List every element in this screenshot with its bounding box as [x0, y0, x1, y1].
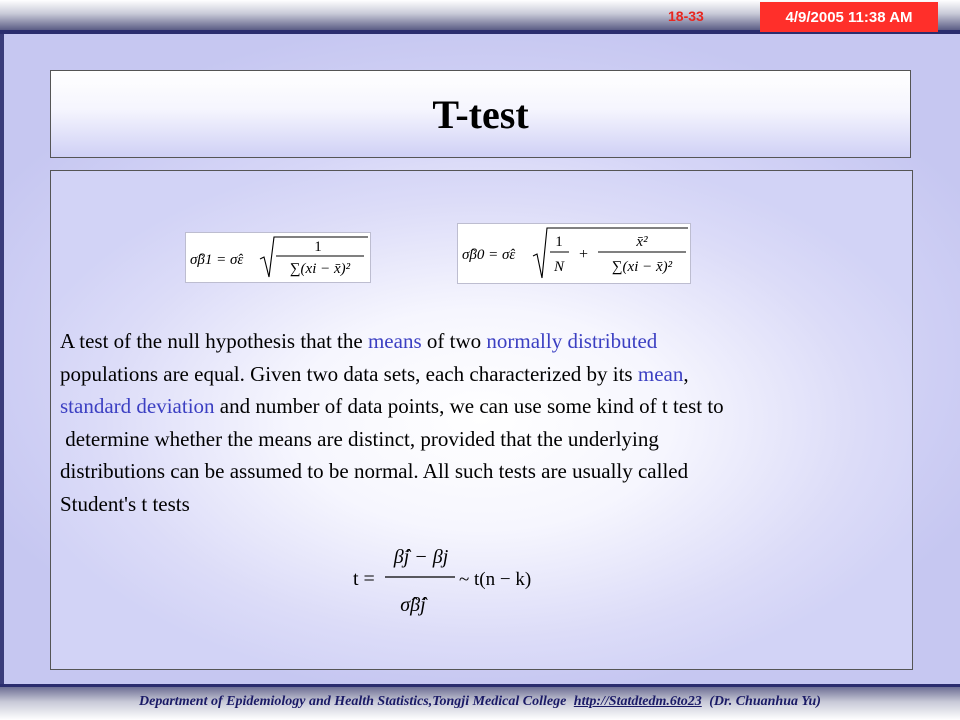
keyword-means: means	[367, 329, 422, 353]
body-paragraph	[60, 325, 910, 520]
formula-se-beta0-lhs: σ̂β0 = σ̂ε	[462, 247, 516, 263]
formula-se-beta0-term1-numerator: 1	[555, 234, 563, 250]
formula-t-numerator: β̂j − βj	[393, 546, 449, 568]
formula-se-beta1-numerator: 1	[314, 239, 322, 255]
keyword-mean: mean	[637, 361, 684, 386]
formula-se-beta0-graphic	[458, 224, 690, 283]
formula-se-beta0-plus: +	[579, 246, 589, 263]
footer	[0, 694, 960, 710]
content-box	[50, 170, 913, 670]
para-line-5: distributions can be assumed to be normal. All such tests are usually called	[60, 459, 689, 483]
para-line-3	[60, 394, 724, 418]
bottom-divider	[0, 684, 960, 687]
para-line-4: determine whether the means are distinct, provided that the underlying	[60, 426, 659, 451]
formula-se-beta1-graphic	[186, 233, 370, 282]
keyword-normally-distributed: normally distributed	[486, 329, 658, 353]
para-text: populations are equal. Given two data sets, each characterized by its	[60, 361, 638, 386]
formula-se-beta1-lhs: σ̂β1 = σ̂ε	[190, 252, 244, 268]
footer-author: (Dr. Chuanhua Yu)	[709, 694, 821, 709]
slide-number: 18-33	[668, 8, 704, 24]
formula-se-beta0-term1-denominator: N	[553, 259, 565, 275]
para-text: ,	[683, 361, 689, 386]
slide-left-edge	[0, 34, 4, 684]
para-line-1	[60, 329, 657, 353]
footer-link[interactable]: http://Statdtedm.6to23	[573, 694, 702, 709]
formula-t-denominator: σ̂β̂j	[400, 594, 426, 616]
formula-se-beta0	[457, 223, 691, 284]
para-text: of two	[421, 329, 487, 353]
para-line-6: Student's t tests	[60, 491, 190, 516]
para-text: and number of data points, we can use some kind of t test to	[214, 394, 724, 418]
para-text: A test of the null hypothesis that the	[60, 329, 368, 353]
footer-department: Department of Epidemiology and Health Statistics,Tongji Medical College	[139, 694, 567, 709]
date-badge	[760, 2, 938, 32]
formula-t-lhs: t =	[353, 568, 375, 590]
page-title: T-test	[432, 91, 529, 137]
formula-se-beta0-term2-denominator: ∑(xi − x̄)²	[611, 259, 673, 275]
formula-se-beta0-term2-numerator: x̄²	[636, 234, 648, 250]
keyword-standard-deviation: standard deviation	[60, 394, 215, 418]
formula-se-beta1-denominator: ∑(xi − x̄)²	[289, 261, 351, 277]
date-text: 4/9/2005 11:38 AM	[785, 8, 913, 26]
formula-se-beta1	[185, 232, 371, 283]
formula-t-statistic	[351, 531, 551, 623]
para-line-2	[60, 362, 689, 386]
formula-t-rhs: ~ t(n − k)	[459, 569, 532, 590]
title-box	[50, 70, 911, 158]
